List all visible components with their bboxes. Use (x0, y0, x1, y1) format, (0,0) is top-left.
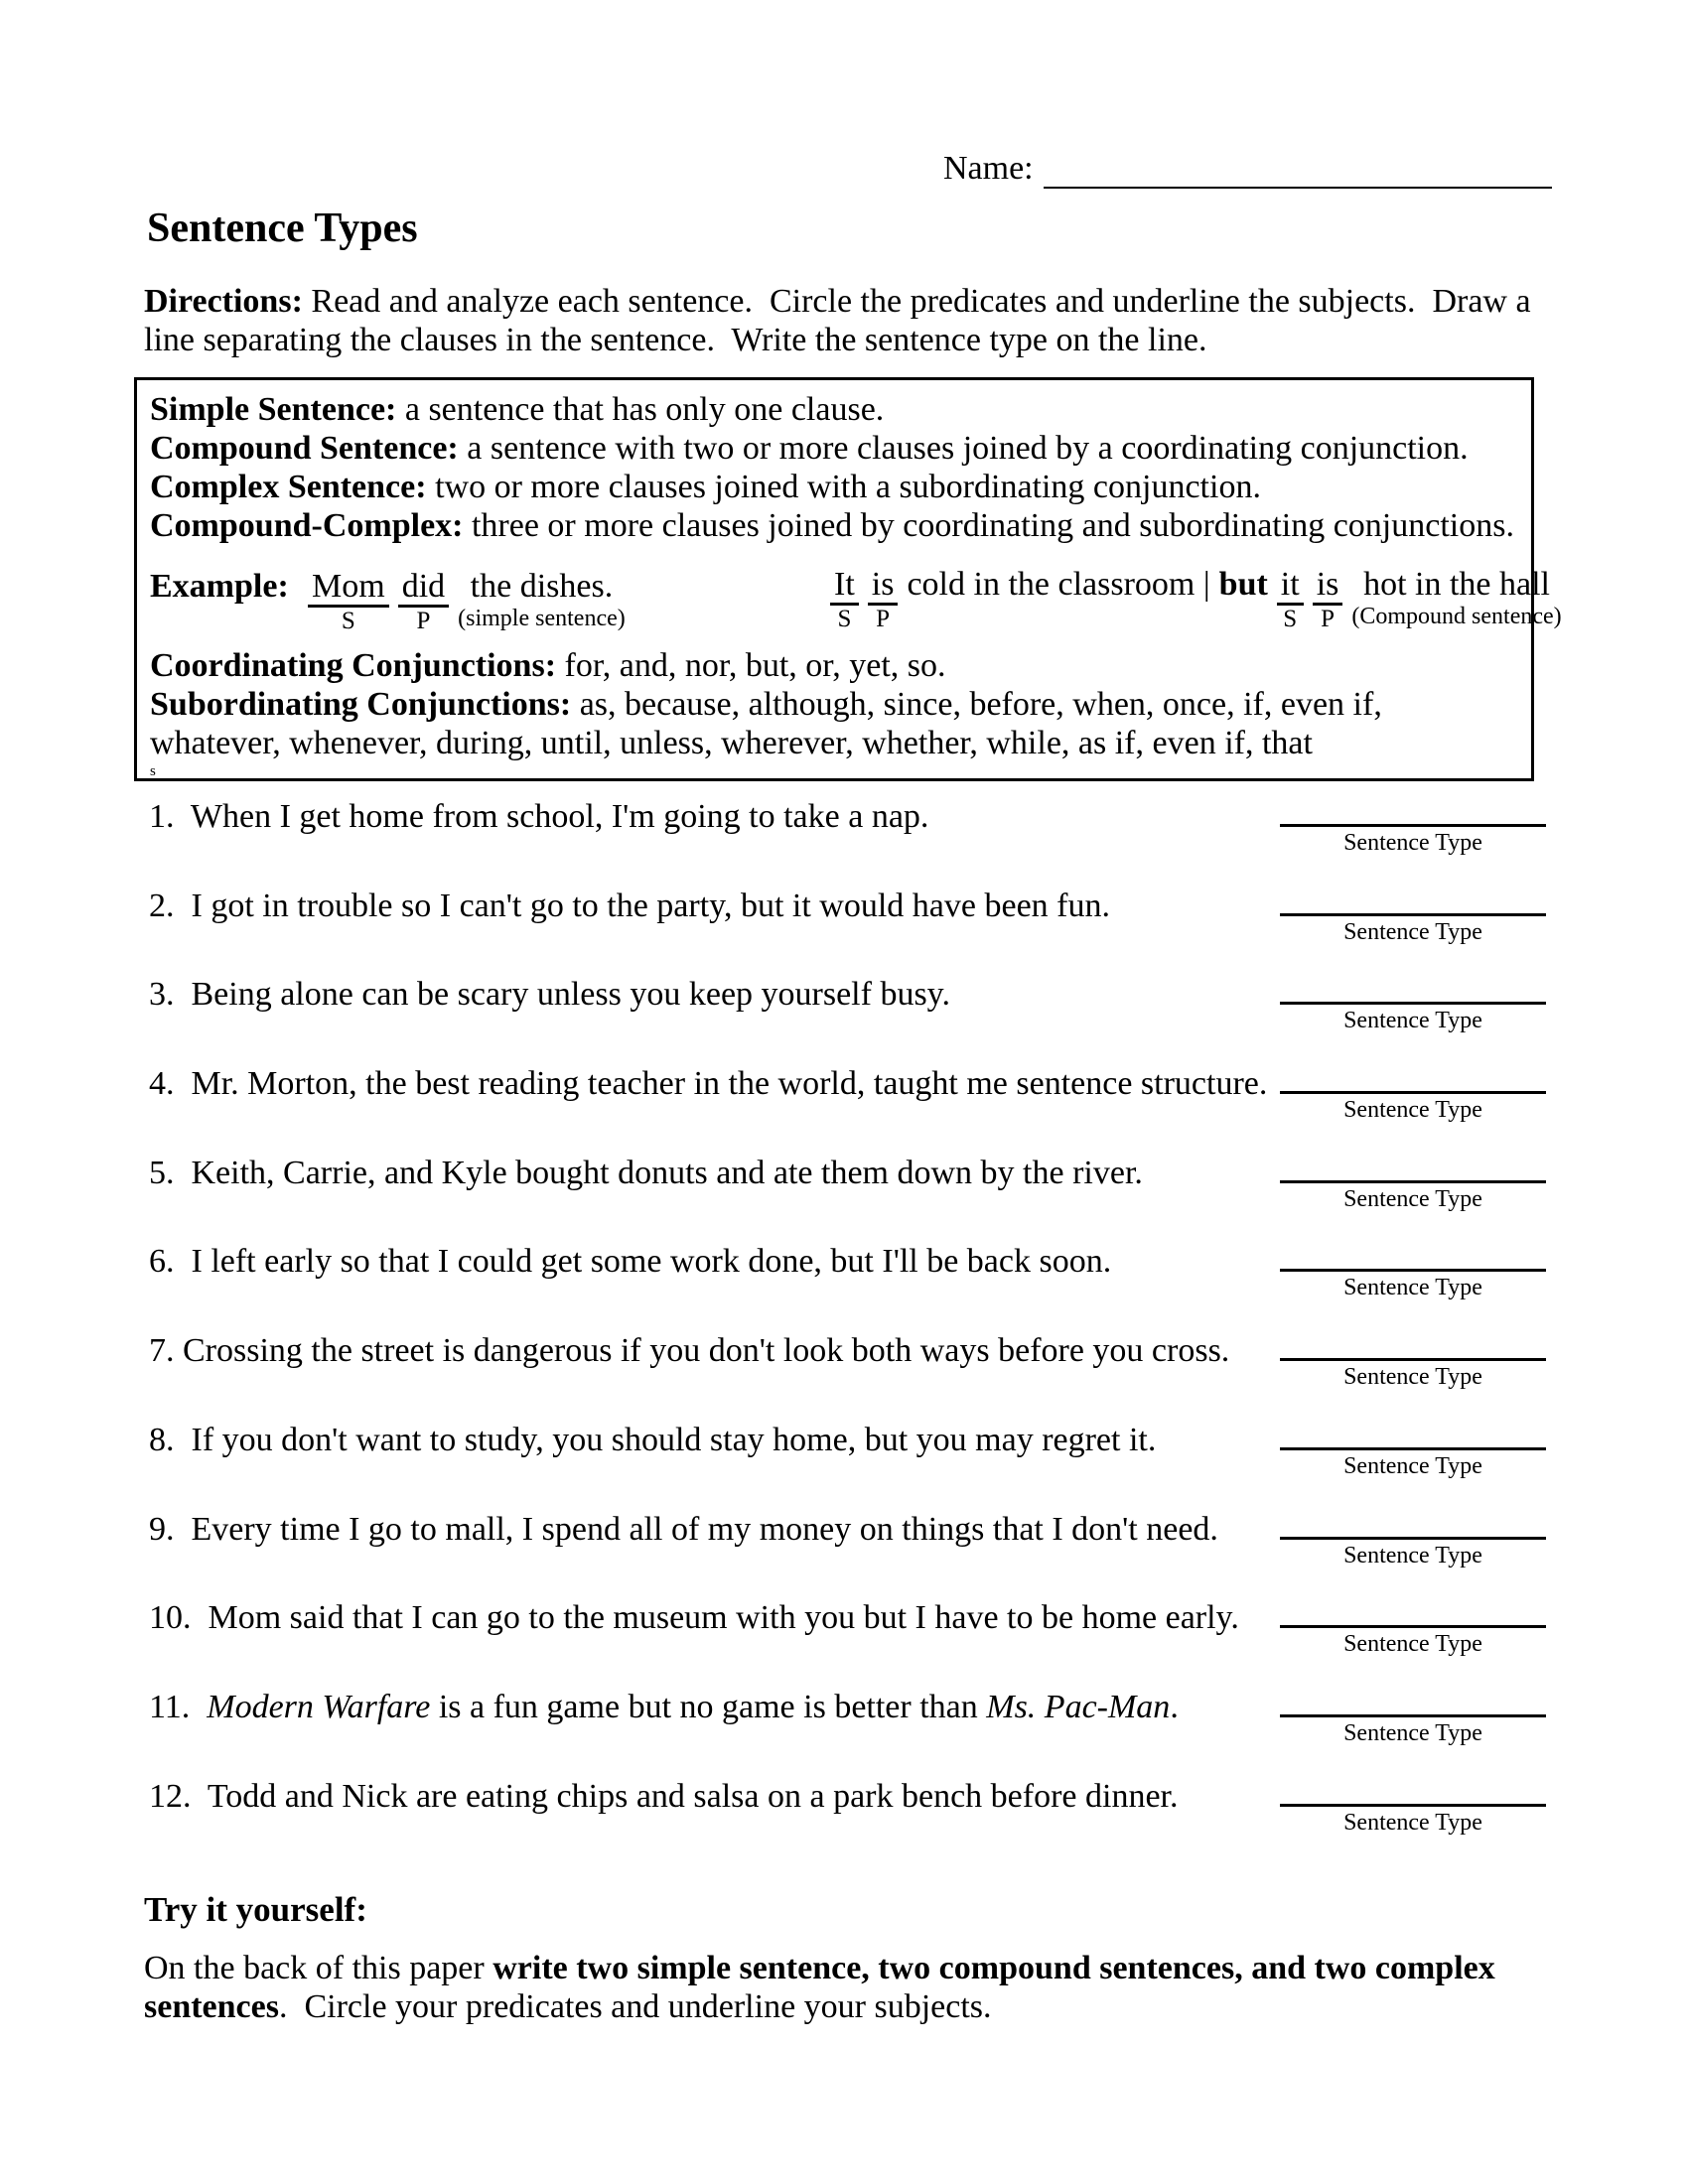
item-sentence-segments (192, 1243, 1112, 1280)
sentence-item (149, 1065, 1546, 1155)
sentence-segment: If you don't want to study, you should stay home, but you may regret it. (191, 1421, 1157, 1458)
sentence-type-label: Sentence Type (1343, 1542, 1482, 1569)
sentence-type-blank-line (1280, 1537, 1546, 1540)
item-sentence-segments (183, 1332, 1229, 1369)
try-it-segment: write two simple sentence, two compound sentences, and two complex sentences (144, 1950, 1504, 2025)
sentence-item (149, 976, 1546, 1065)
directions-text: Read and analyze each sentence. Circle the predicates and underline the subjects. Draw a line separating the clauses in the sentence. Write the sentence type on the line. (144, 283, 1540, 358)
coordinating-conjunctions-text: for, and, nor, but, or, yet, so. (556, 647, 946, 684)
subject-predicate-mark: S (341, 608, 355, 634)
example-word: but (1218, 566, 1268, 603)
sentence-type-blank-line (1280, 1714, 1546, 1717)
example-word: cold in the classroom | (907, 566, 1210, 603)
item-number: 2. (149, 887, 192, 924)
example-word: is (1313, 567, 1343, 606)
sentence-type-label: Sentence Type (1343, 1364, 1482, 1391)
item-number: 11. (149, 1688, 208, 1725)
sentence-type-slot (1280, 913, 1546, 945)
sentence-item (149, 887, 1546, 977)
subordinating-conjunctions-term: Subordinating Conjunctions: (150, 686, 572, 723)
sentence-type-blank-line (1280, 1358, 1546, 1361)
example-annotated-word (830, 567, 859, 632)
example-compound-sentence (830, 567, 1562, 632)
name-label: Name: (943, 150, 1034, 187)
item-number: 6. (149, 1243, 192, 1281)
example-word: it (1277, 567, 1304, 606)
sentence-type-label: Sentence Type (1343, 1631, 1482, 1658)
example-word: is (868, 567, 899, 606)
sentence-segment: When I get home from school, I'm going to take a nap. (190, 798, 929, 835)
sentence-segment: I left early so that I could get some work done, but I'll be back soon. (191, 1243, 1112, 1281)
sentence-segment: Every time I go to mall, I spend all of my money on things that I don't need. (191, 1510, 1218, 1548)
sentence-segment: Mr. Morton, the best reading teacher in the world, taught me sentence structure. (191, 1065, 1268, 1103)
sentence-type-slot (1280, 1358, 1546, 1390)
try-it-segment: On the back of this paper (144, 1950, 493, 1986)
subject-predicate-mark: P (876, 606, 891, 632)
sentence-type-label: Sentence Type (1343, 1275, 1482, 1301)
example-annotated-word (868, 567, 899, 632)
sentence-type-label: Sentence Type (1343, 830, 1482, 856)
item-sentence-segments (192, 1422, 1157, 1458)
sentence-type-label: Sentence Type (1343, 1719, 1482, 1746)
item-number: 12. (149, 1777, 208, 1815)
item-number: 8. (149, 1421, 192, 1458)
name-fill-line (1044, 149, 1552, 189)
item-number: 5. (149, 1154, 192, 1191)
sentence-type-blank-line (1280, 1180, 1546, 1183)
item-sentence-segments (207, 1689, 1179, 1725)
sentence-type-label: Sentence Type (1343, 1809, 1482, 1836)
item-number: 9. (149, 1510, 192, 1548)
sentence-type-blank-line (1280, 824, 1546, 827)
sentence-list (149, 798, 1546, 1866)
example-simple-sentence (308, 569, 626, 634)
sentence-item (149, 1332, 1546, 1422)
sentence-item (149, 1778, 1546, 1867)
definitions-box (134, 377, 1562, 781)
sentence-item (149, 1511, 1546, 1600)
definition-line: Compound Sentence: a sentence with two or more clauses joined by a coordinating conjunction. (150, 430, 1469, 467)
sentence-segment: I got in trouble so I can't go to the party, but it would have been fun. (191, 887, 1110, 924)
sentence-type-label: Sentence Type (1343, 918, 1482, 945)
sentence-segment: Ms. Pac-Man (986, 1688, 1171, 1725)
sentence-type-blank-line (1280, 1447, 1546, 1450)
example-text (907, 567, 1209, 629)
sentence-item (149, 1155, 1546, 1244)
definition-term: Compound-Complex: (150, 507, 464, 544)
sentence-segment: Todd and Nick are eating chips and salsa on a park bench before dinner. (207, 1777, 1179, 1815)
example-word: did (398, 569, 449, 608)
definitions-list (150, 390, 1521, 545)
sentence-type-blank-line (1280, 1804, 1546, 1807)
example-annotated-word (1313, 567, 1343, 632)
try-it-segment: . Circle your predicates and underline your subjects. (278, 1988, 992, 2025)
subject-predicate-mark: S (1283, 606, 1298, 632)
item-sentence-segments (192, 976, 950, 1013)
subject-predicate-mark: S (837, 606, 852, 632)
sentence-item (149, 798, 1546, 887)
sentence-segment: is a fun game but no game is better than (430, 1688, 987, 1725)
page-title: Sentence Types (147, 205, 418, 251)
item-sentence-segments (208, 1778, 1179, 1815)
item-sentence-segments (192, 1065, 1268, 1102)
sentence-type-slot (1280, 1537, 1546, 1569)
sentence-type-slot (1280, 1714, 1546, 1746)
example-annotated-word (1277, 567, 1304, 632)
sentence-item (149, 1689, 1546, 1778)
item-number: 3. (149, 976, 192, 1014)
sentence-type-blank-line (1280, 913, 1546, 916)
sentence-type-blank-line (1280, 1091, 1546, 1094)
example-text (1219, 567, 1268, 629)
definition-line: Compound-Complex: three or more clauses joined by coordinating and subordinating conjunctions. (150, 507, 1514, 544)
example-annotated-word (398, 569, 449, 634)
sentence-type-label: Sentence Type (1343, 1097, 1482, 1124)
sentence-type-slot (1280, 1002, 1546, 1033)
sentence-type-slot (1280, 1091, 1546, 1123)
sentence-type-label: Sentence Type (1343, 1185, 1482, 1212)
sentence-segment: Modern Warfare (207, 1688, 431, 1725)
sentence-type-slot (1280, 1804, 1546, 1836)
example-caption: (Compound sentence) (1351, 604, 1562, 629)
try-it-heading: Try it yourself: (144, 1890, 367, 1929)
sentence-segment: . (1170, 1688, 1179, 1725)
example-captioned-text (458, 569, 626, 631)
example-annotated-word (308, 569, 389, 634)
coordinating-conjunctions-line (150, 646, 1521, 685)
definition-line: Complex Sentence: two or more clauses joined with a subordinating conjunction. (150, 469, 1261, 505)
item-sentence-segments (192, 1155, 1143, 1191)
definition-term: Compound Sentence: (150, 430, 459, 467)
item-sentence-segments (191, 798, 929, 835)
definition-term: Complex Sentence: (150, 469, 427, 505)
try-it-text (144, 1949, 1546, 2026)
subordinating-conjunctions-text: as, because, although, since, before, when, once, if, even if, whatever, whenever, during, until, unless, wherever, whether, while, as if, even if, that (150, 686, 1382, 761)
directions-label: Directions: (144, 283, 303, 320)
sentence-segment: Mom said that I can go to the museum with you but I have to be home early. (208, 1599, 1239, 1637)
subordinating-conjunctions-line (150, 685, 1521, 762)
sentence-segment: Crossing the street is dangerous if you don't look both ways before you cross. (183, 1332, 1230, 1370)
item-sentence-segments (209, 1599, 1239, 1636)
example-captioned-text (1351, 567, 1561, 629)
item-number: 1. (149, 798, 191, 835)
sentence-item (149, 1243, 1546, 1332)
example-row (150, 566, 1562, 634)
definition-line: Simple Sentence: a sentence that has only one clause. (150, 391, 885, 428)
sentence-type-label: Sentence Type (1343, 1452, 1482, 1479)
sentence-segment: Being alone can be scary unless you keep yourself busy. (191, 976, 950, 1014)
subject-predicate-mark: P (1321, 606, 1335, 632)
item-sentence-segments (192, 1511, 1218, 1548)
item-number: 7. (149, 1332, 183, 1370)
stray-mark: s (150, 763, 156, 779)
subject-predicate-mark: P (416, 608, 431, 634)
sentence-type-slot (1280, 1447, 1546, 1479)
coordinating-conjunctions-term: Coordinating Conjunctions: (150, 647, 557, 684)
example-word: hot in the hall (1363, 566, 1550, 603)
sentence-type-slot (1280, 1625, 1546, 1657)
example-word: It (830, 567, 859, 606)
sentence-type-slot (1280, 1269, 1546, 1300)
sentence-type-blank-line (1280, 1269, 1546, 1272)
try-it-yourself-section (144, 1889, 1546, 2026)
sentence-item (149, 1422, 1546, 1511)
example-word: Mom (308, 569, 389, 608)
name-row (943, 149, 1552, 189)
example-word: the dishes. (470, 568, 614, 605)
sentence-item (149, 1599, 1546, 1689)
sentence-type-slot (1280, 824, 1546, 856)
sentence-type-slot (1280, 1180, 1546, 1212)
example-label: Example: (150, 568, 289, 605)
sentence-type-blank-line (1280, 1625, 1546, 1628)
definition-term: Simple Sentence: (150, 391, 397, 428)
example-caption: (simple sentence) (458, 606, 626, 631)
sentence-type-label: Sentence Type (1343, 1008, 1482, 1034)
directions-paragraph (144, 282, 1546, 359)
sentence-segment: Keith, Carrie, and Kyle bought donuts and ate them down by the river. (191, 1154, 1143, 1191)
item-number: 10. (149, 1599, 209, 1637)
item-sentence-segments (192, 887, 1111, 924)
sentence-type-blank-line (1280, 1002, 1546, 1005)
item-number: 4. (149, 1065, 192, 1103)
